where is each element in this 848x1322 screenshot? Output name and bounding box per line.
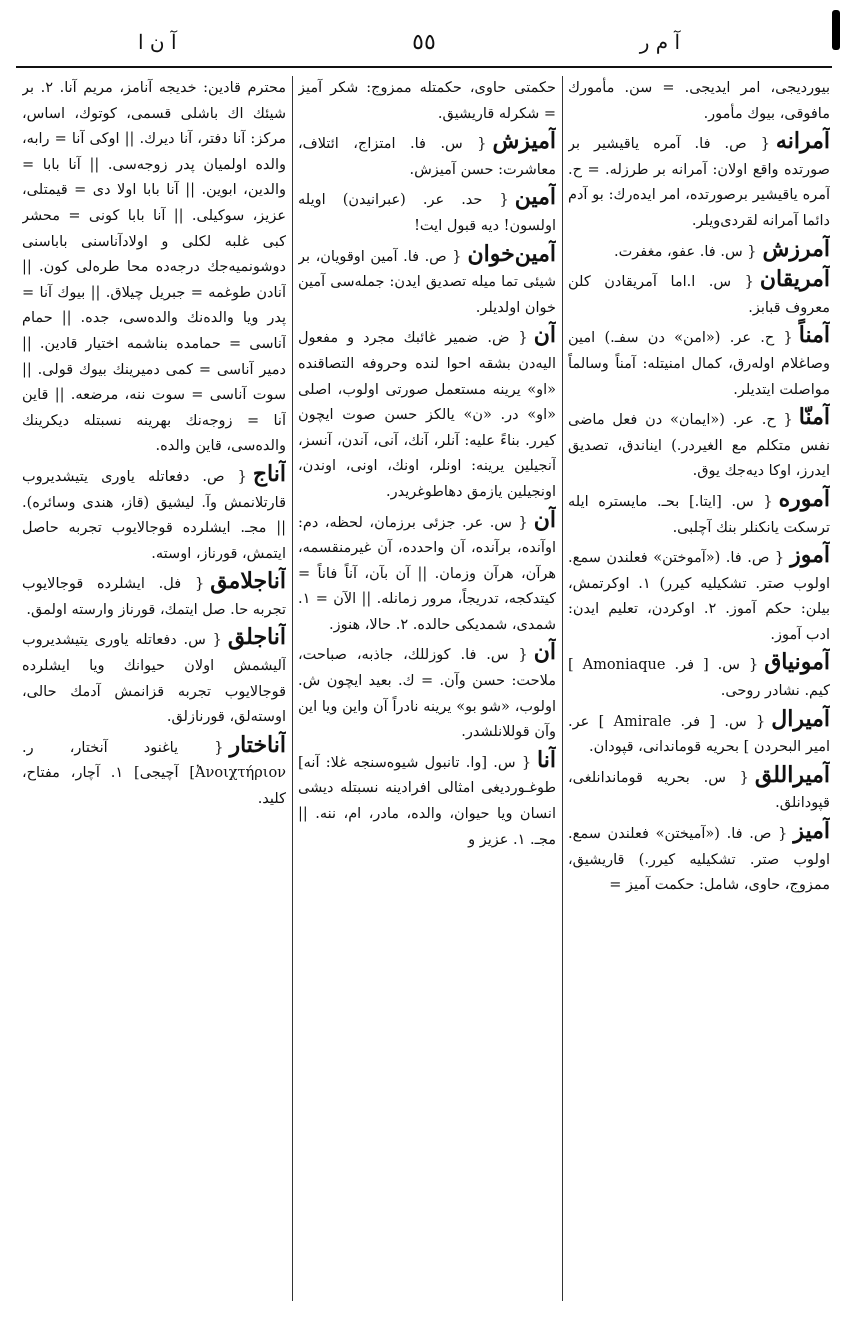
dictionary-entry (22, 733, 286, 813)
entry-definition: { س. بحریه قوماندانلغی، قپودانلق. (568, 769, 830, 812)
entry-definition: { ح. عر. («امن» دن سفـ.) امین وصاغلام اولەرق، كمال امنیتله: آمناً وسالماً مواصلت ایتدیلر. (568, 330, 830, 398)
column-left (22, 76, 286, 1301)
entry-definition: { ح. عر. («ایمان» دن فعل ماضی نفس متكلم مع الغیردر.) ایناندق، تصدیق ایدرز، اوكا دیه‌جك یوق. (568, 412, 830, 480)
entry-headword: آناج (252, 460, 286, 487)
dictionary-entry (568, 650, 830, 704)
entry-headword: آن (533, 639, 556, 666)
entry-headword: آمریقان (759, 266, 830, 293)
dictionary-entry (22, 76, 286, 460)
dictionary-entry (298, 748, 556, 853)
entry-definition: { س. [ فر. Amoniaque ] كیم. نشادر روحی. (568, 657, 830, 700)
dictionary-entry (568, 267, 830, 321)
entry-headword: آموز (790, 542, 830, 569)
entry-definition: { س. [ایتا.] بحـ. مایستره ایله ترسكت یانكنلر بنك آچلبی. (568, 493, 830, 536)
dictionary-entry (22, 462, 286, 567)
dictionary-entry (298, 129, 556, 183)
column-right (568, 76, 830, 1301)
entry-headword: آمین‌خوان (467, 240, 556, 267)
entry-headword: آمرانه (775, 128, 830, 155)
dictionary-entry (568, 763, 830, 817)
entry-headword: آناختار (229, 731, 286, 758)
column-divider (562, 76, 563, 1301)
entry-headword: آنا (537, 746, 556, 773)
entry-definition: محترم قادین: خدیجه آنامز، مریم آنا. ۲. بر شیئك اك باشلی قسمی، كوتوك، اساس، مركز: آنا دفتر، آنا دیرك. || اوكی آنا = رابه، والده اولمیان پدر زوجه‌سی. || آنا بابا = والدین، ابوین. || آنا بابا اولا دی = قیمتلی، عزیز، سوكیلی. || آنا بابا كونی = محشر كبی غلبه لكلی و اولادآناسنی باباسنی دوشونمیه‌جك درجه‌ده محا طره‌لی كون. || آنادن طوغمه = جبریل چیلاق. || بیوك آنا = پدر ویا والده‌نك والده‌سی، جده. || حمام آناسی = حمامده بناشمه اختیار قادین. || دمیر آناسی = كمی دمیرینك بیوك قولی. || سوت آناسی = سوت ننه، مرضعه. || قاین آنا = زوجه‌نك بهرینه نسبتله دیكرینك والده‌سی، قاین والده. (22, 80, 286, 455)
entry-definition: { فل. ایشلرده قو‌جالایوب تجربه حا. صل ایتمك، قورناز وارسته اولمق. (22, 576, 286, 618)
entry-definition: { س. عر. جزئی برزمان، لحظه، دم: اوآنده، برآنده، آن واحدده، آن غیرمنقسمه، هرآن، هرآن وزمان. || آن بآن، آناً فاناً = كیتدكجه، تدریجاً، مرور زمانله. || الآن = ۱. شمدی، شمدیكی حالده. ۲. حالا، هنوز. (298, 514, 556, 633)
entry-headword: آمیز (793, 818, 830, 845)
entry-headword: آمیزش (492, 128, 556, 155)
entry-definition: { س. ا.اما آمریقادن كلن معروف قبابز. (568, 274, 830, 316)
page-header (18, 26, 830, 60)
entry-definition: { س. [وا. تانبول شیوه‌سنجه غلا: آنه] طوغـورديغی امثالی افرادینه نسبتله دیشی انسان ویا حیوان، والده، مادر، ام، ننه. || مجـ. ۱. عزیز و (298, 754, 556, 848)
entry-headword: آن (533, 322, 556, 349)
entry-headword: آناجلامق (210, 568, 286, 595)
entry-definition: حكمتی حاوی، حكمتله ممزوج: شكر آمیز = شكرله قاریشیق. (298, 80, 556, 122)
dictionary-entry (298, 242, 556, 322)
dictionary-entry (298, 323, 556, 505)
entry-headword: آمیراللق (754, 761, 830, 788)
entry-headword: آمین (514, 184, 556, 211)
header-rule (16, 66, 832, 68)
column-middle (298, 76, 556, 1301)
entry-definition: { س. فا. امتزاج، ائتلاف، معاشرت: حسن آمیزش. (298, 136, 556, 178)
dictionary-entry (22, 569, 286, 623)
entry-headword: آن (533, 506, 556, 533)
entry-definition: { ص. فا. آمره یاقیشیر بر صورتده واقع اولان: آمرانه بر طرزله. = ح. آمره یاقیشیر برصورتده، امر ایدەرك: بو آدم دائما آمرانه لقردی‌ویلر. (568, 136, 830, 229)
dictionary-entry (568, 543, 830, 648)
entry-headword: آمیرال (771, 705, 830, 732)
dictionary-entry (298, 185, 556, 239)
dictionary-entry (568, 707, 830, 761)
entry-definition: { ص. فا. («آموختن» فعلندن سمع. اولوب صتر. تشكیلیه كیرر) ۱. اوكرتمش، بیلن: حكم آموز. ۲. اوكردن، تعلیم ایدن: ادب آموز. (568, 550, 830, 643)
entry-definition: { س. فا. عفو، مغفرت. (614, 243, 757, 260)
entry-headword: آموره (778, 485, 830, 512)
entry-definition: { س. دفعاتله یاوری یتیشدیروب آلیشمش اولان حیوانك ویا ایشلرده قوجالایوب تجربه قزانمش آدمك حالی، اوسته‌لق، قورنازلق. (22, 632, 286, 726)
entry-definition: { حد. عر. (عبرانیدن) اویله اولسون! دیه قبول ایت! (298, 192, 556, 234)
dictionary-entry (568, 819, 830, 899)
dictionary-entry (568, 237, 830, 266)
entry-headword: آمرزش (762, 235, 830, 262)
entry-headword: آمونیاق (764, 649, 830, 676)
dictionary-entry (568, 487, 830, 541)
edge-mark (832, 10, 840, 50)
entry-definition: { ص. فا. («آمیختن» فعلندن سمع. اولوب صتر. تشكیلیه كیرر.) قاریشیق، ممزوج، حاوی، شامل: حكمت آمیز = (568, 826, 830, 894)
page-number: ٥٥ (412, 30, 436, 55)
entry-definition: { ص. دفعاتله یاوری یتیشد‌یروب قارتلانمش وآ. لیشیق (قاز، هندی وسائره). || مجـ. ایشلرده قوجالایوب تجربه حاصل ایتمش، قورناز، اوسته. (22, 468, 286, 562)
dictionary-entry (568, 323, 830, 403)
dictionary-entry (298, 508, 556, 639)
dictionary-entry (568, 76, 830, 127)
entry-headword: آمناً (798, 322, 830, 349)
entry-definition: { س. [ فر. Amirale ] عر. امیر البحردن ] بحریه قوماندانی، قپودان. (568, 713, 830, 756)
entry-definition: { ص. فا. آمین اوقو‌یان، بر شیئی تما میله تصدیق ایدن: جمله‌سی آمین خوان اولدیلر. (298, 248, 556, 316)
header-guide-word-right: آ م ر (639, 30, 680, 54)
column-divider (292, 76, 293, 1301)
dictionary-entry (298, 76, 556, 127)
entry-headword: آناجلق (227, 624, 286, 651)
header-guide-word-left: آ ن ا (138, 30, 177, 54)
entry-headword: آمنّا (798, 404, 830, 431)
dictionary-entry (298, 640, 556, 745)
entry-definition: { ياغنود آنختار، ر. Ἀνοιχτήριον] آچیجی] ۱. آچار، مفتاح، كلید. (22, 739, 286, 808)
dictionary-entry (568, 129, 830, 234)
entry-definition: { س. فا. كوزللك، جاذبه، صبا‌حت، ملاحت: حسن وآن. = ك. بعید ایچون ش. اولوب، «شو بو» یرینه نادراً آن واین ویا این وآن قوللانلشدر. (298, 647, 556, 741)
entry-definition: { ض. ضمیر غائبك مجرد و مفعول الیه‌دن بشقه احوا لنده وحروفه التصاقنده «او» یرینه مستعمل صورتی اولوب، اصلی «او» در. «ن» یالكز حسن صوت ایچون كیرر. بناءً علیه: آنلر، آنك، آنی، آندن، آنسز، آنجیلین یرینه: اونلر، اونك، اونی، اوندن، اونجیلین یازمق دهاطوغریدر. (298, 330, 556, 500)
entry-definition: بیوردیجی، امر ایدیجی. = سن. مأمورك مافوقی، بیوك مأمور. (568, 80, 830, 122)
dictionary-entry (22, 625, 286, 730)
dictionary-entry (568, 405, 830, 485)
